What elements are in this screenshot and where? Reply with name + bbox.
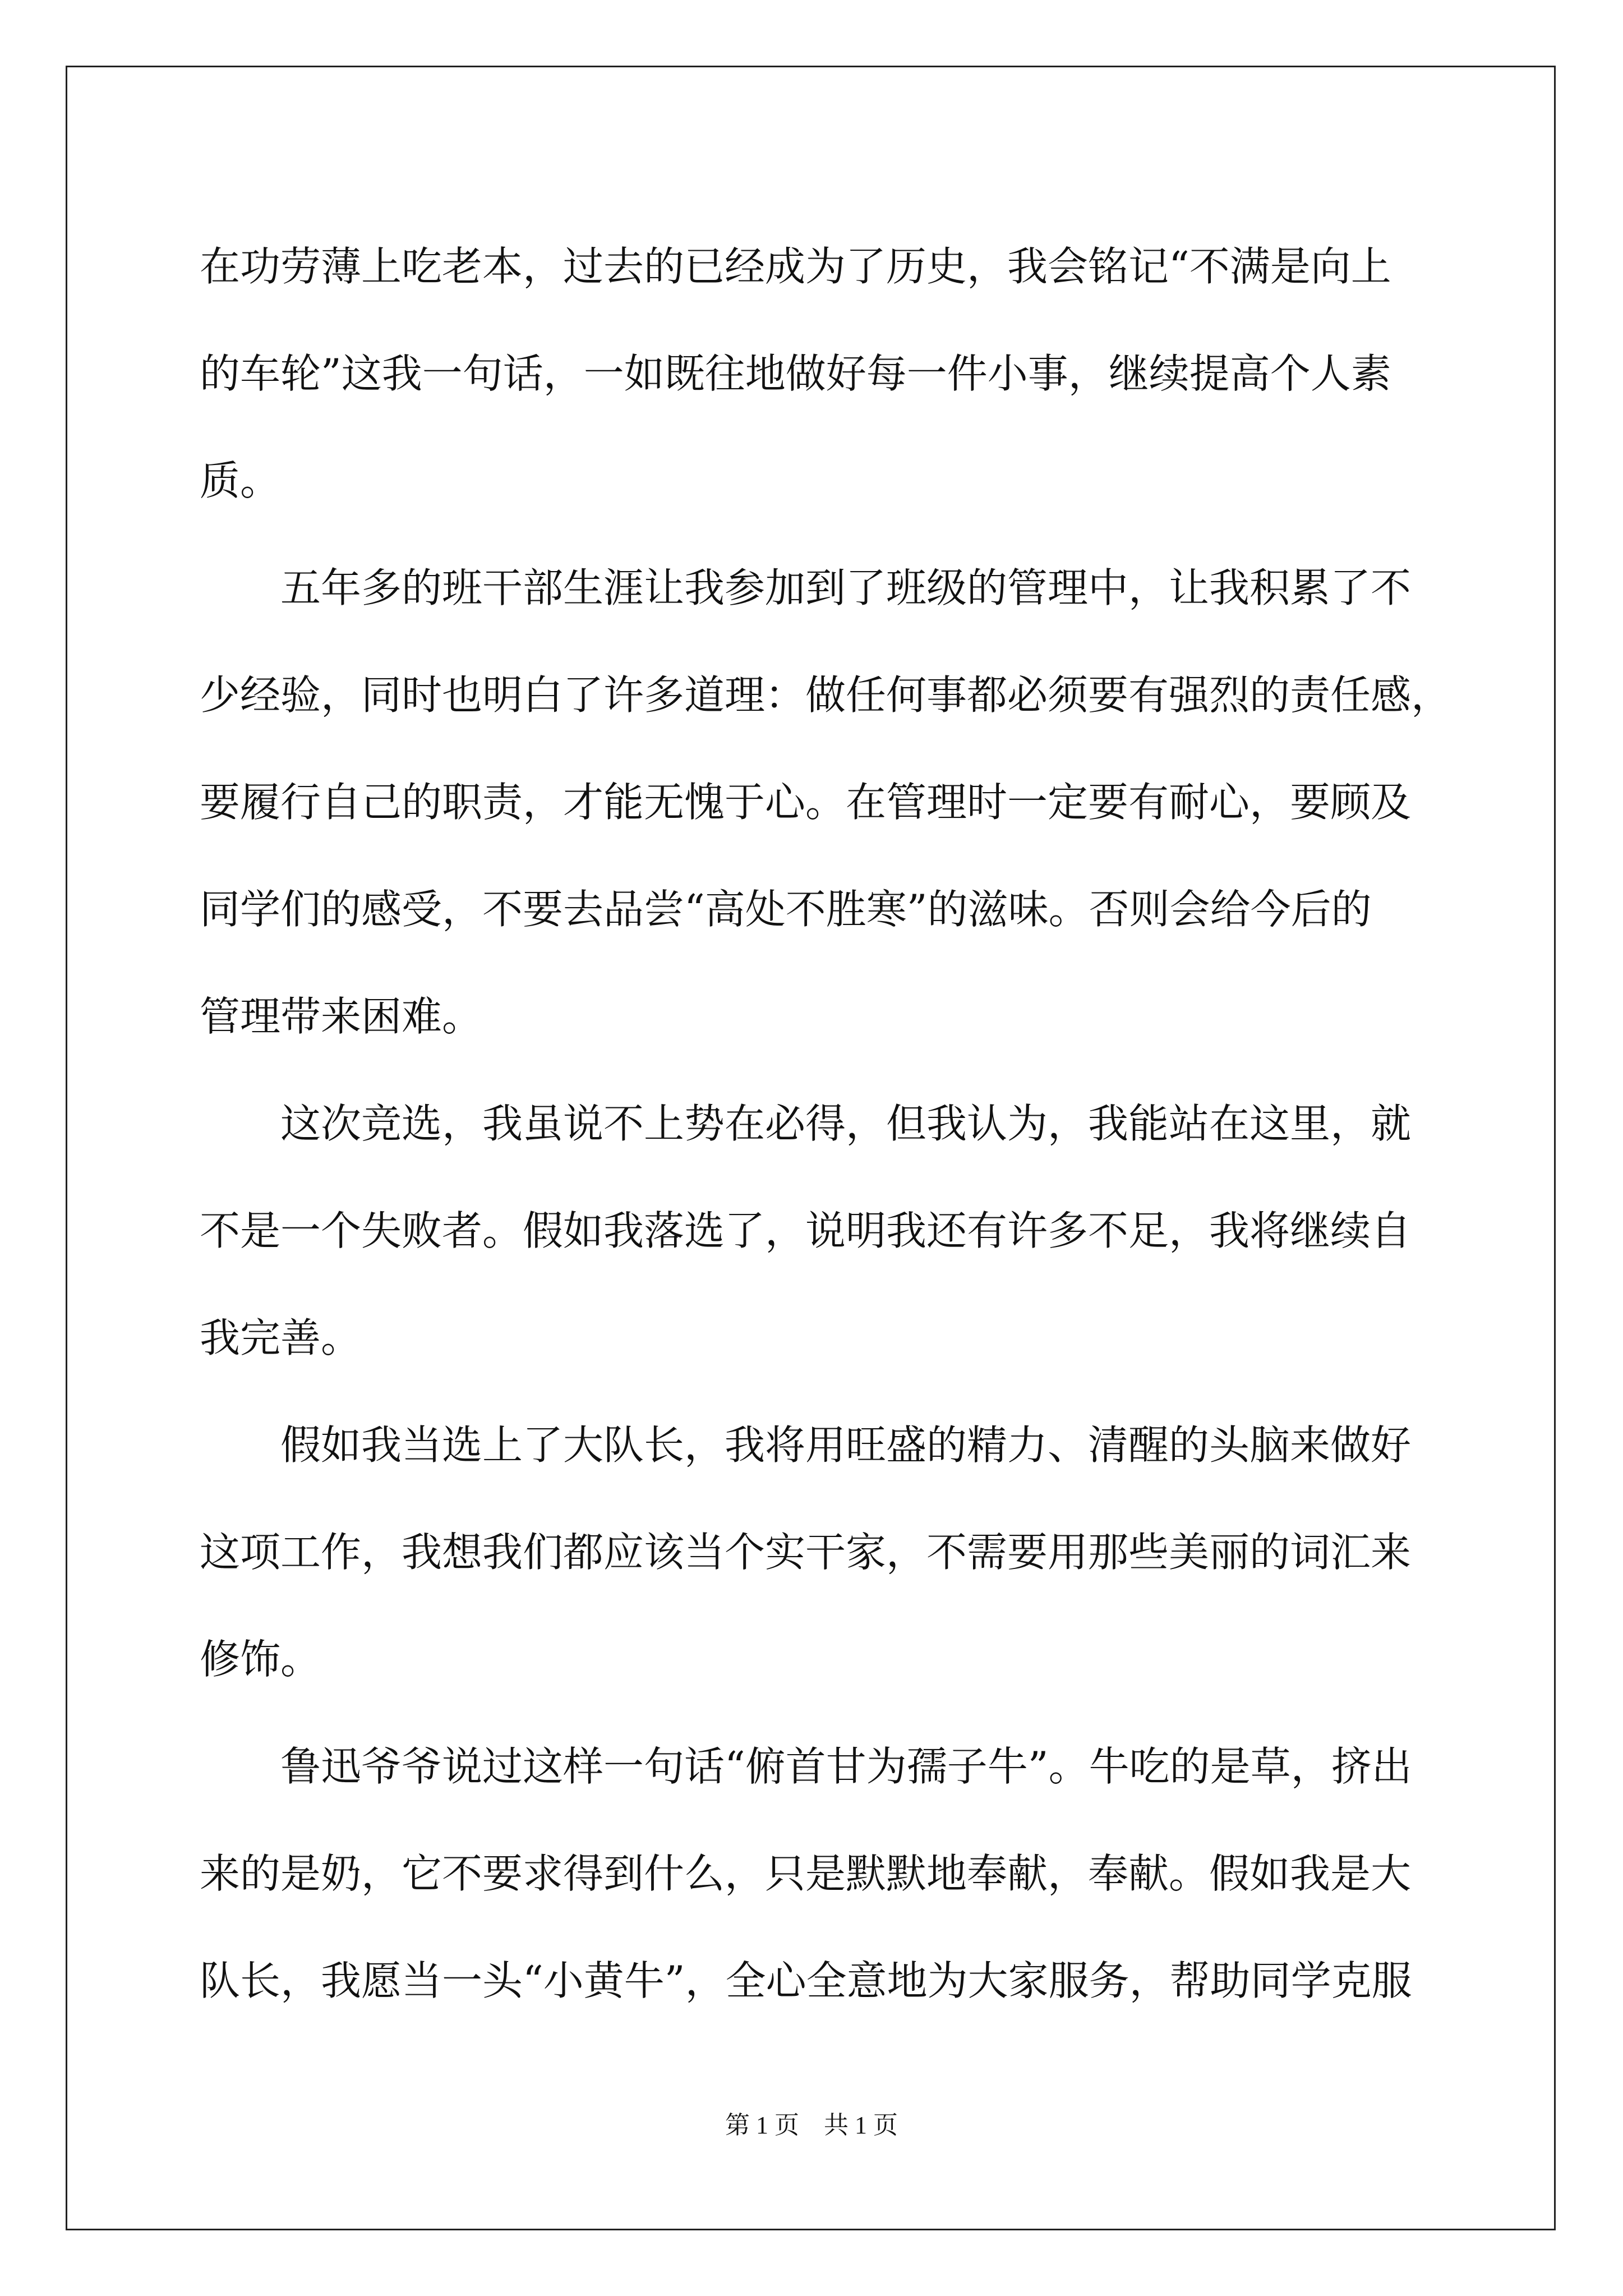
text-line: 五年多的班干部生涯让我参加到了班级的管理中，让我积累了不: [280, 564, 1412, 611]
text-line: 假如我当选上了大队长，我将用旺盛的精力、清醒的头脑来做好: [280, 1421, 1412, 1469]
text-line: 鲁迅爷爷说过这样一句话“俯首甘为孺子牛”。牛吃的是草，挤出: [280, 1743, 1412, 1790]
document-body: [200, 213, 1452, 2035]
text-line: 队长，我愿当一头“小黄牛”，全心全意地为大家服务，帮助同学克服: [200, 1957, 1412, 2004]
text-line: 同学们的感受，不要去品尝“高处不胜寒”的滋味。否则会给今后的: [200, 886, 1372, 933]
text-line: 要履行自己的职责，才能无愧于心。在管理时一定要有耐心，要顾及: [200, 779, 1412, 826]
page-footer: 第 1 页 共 1 页: [725, 2111, 898, 2139]
text-line: 来的是奶，它不要求得到什么，只是默默地奉献，奉献。假如我是大: [200, 1850, 1412, 1897]
text-line: 在功劳薄上吃老本，过去的已经成为了历史，我会铭记“不满是向上: [200, 243, 1391, 290]
text-line: 这项工作，我想我们都应该当个实干家，不需要用那些美丽的词汇来: [200, 1529, 1412, 1576]
text-line: 管理带来困难。: [200, 993, 483, 1040]
text-line: 少经验，同时也明白了许多道理：做任何事都必须要有强烈的责任感，: [200, 671, 1452, 719]
text-line: 质。: [200, 457, 281, 504]
text-line: 我完善。: [200, 1314, 362, 1361]
text-line: 的车轮”这我一句话，一如既往地做好每一件小事，继续提高个人素: [200, 350, 1391, 397]
text-line: 修饰。: [200, 1636, 321, 1683]
text-line: 这次竞选，我虽说不上势在必得，但我认为，我能站在这里，就: [280, 1100, 1412, 1147]
text-line: 不是一个失败者。假如我落选了，说明我还有许多不足，我将继续自: [200, 1207, 1412, 1254]
